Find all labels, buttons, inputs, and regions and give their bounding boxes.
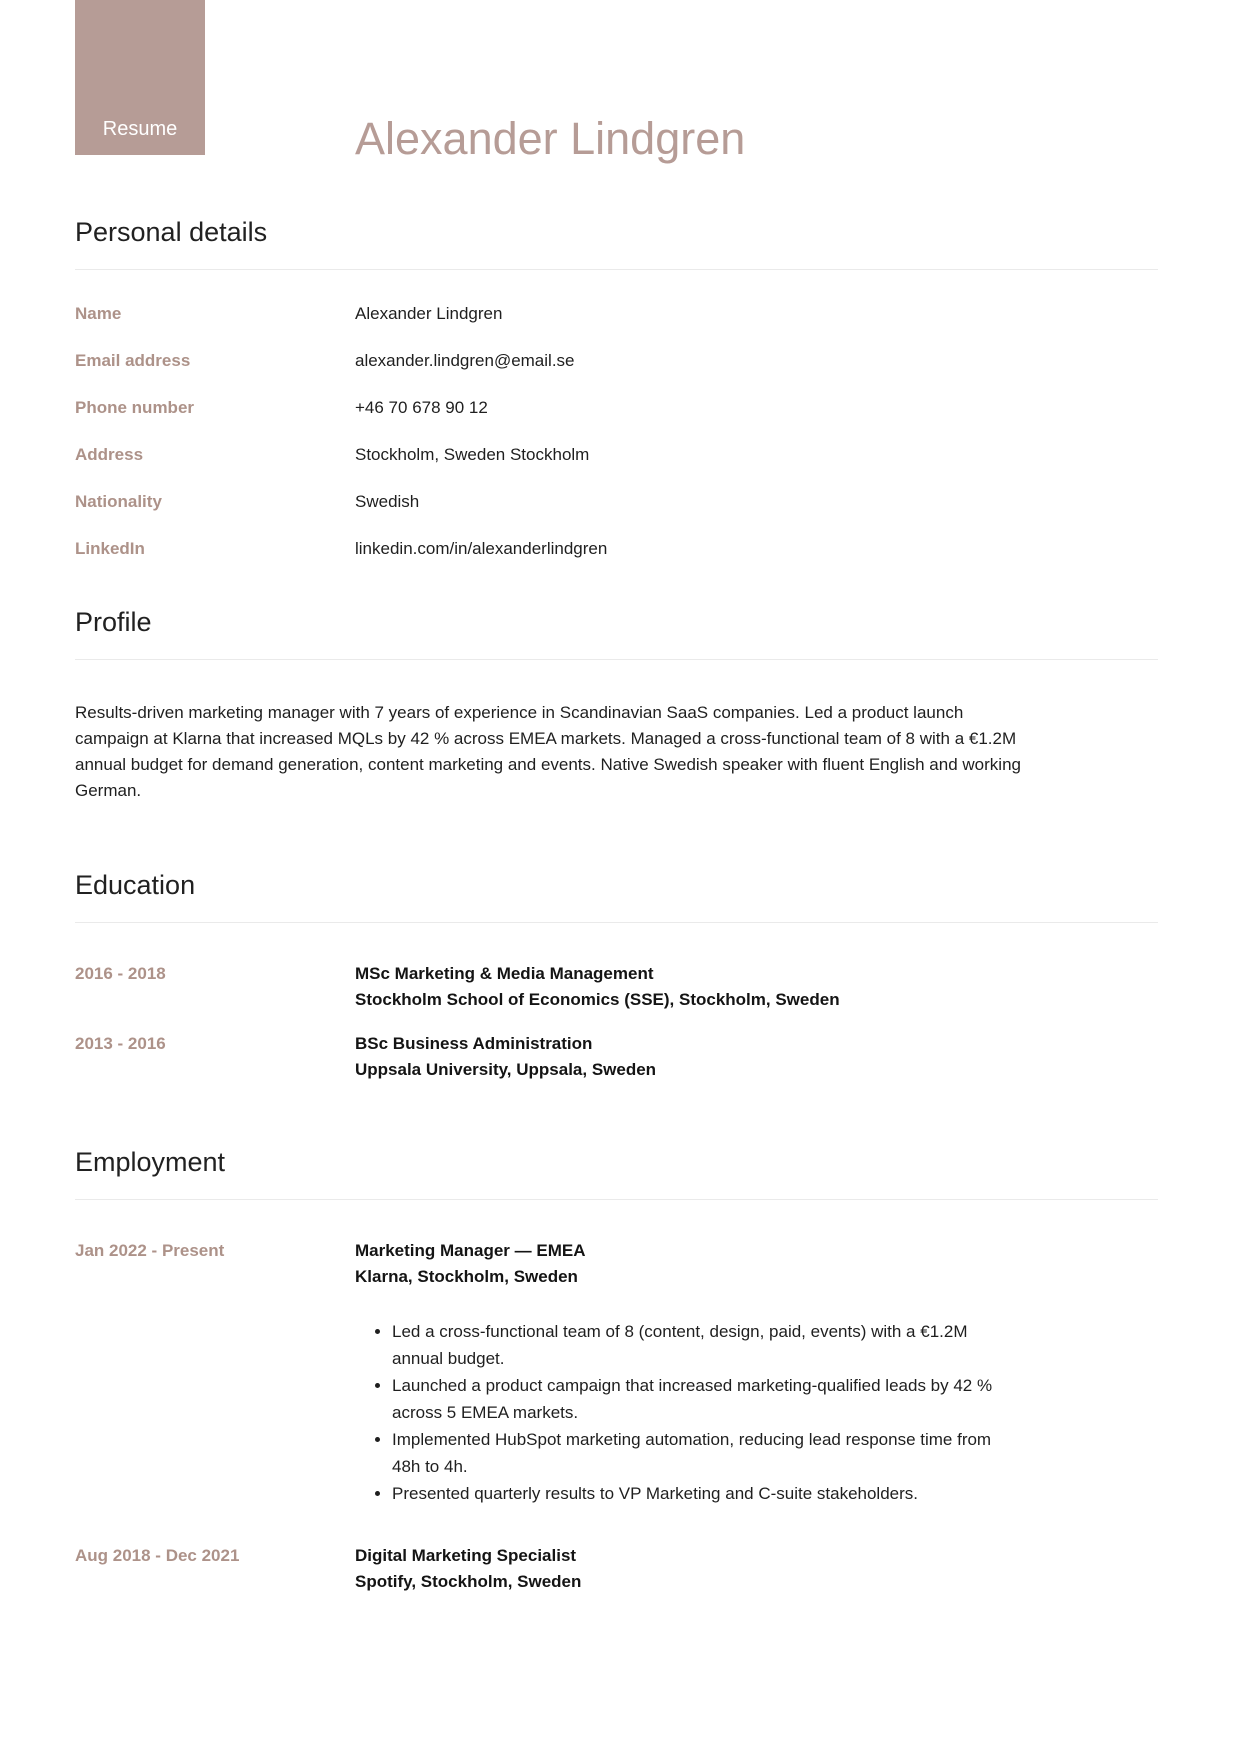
detail-label: Phone number <box>75 398 195 417</box>
entry-company: Spotify, Stockholm, Sweden <box>355 1572 582 1591</box>
bullet-item: • Launched a product campaign that increased marketing-qualified leads by 42 % across 5 EMEA markets. <box>392 1372 1000 1426</box>
entry-period: Aug 2018 - Dec 2021 <box>75 1546 240 1565</box>
personal-details-heading: Personal details <box>75 217 268 247</box>
entry-details <box>355 961 1158 1013</box>
entry-institution: Uppsala University, Uppsala, Sweden <box>355 1060 657 1079</box>
detail-row-name <box>75 303 1158 324</box>
section-divider <box>75 659 1158 660</box>
detail-value: Swedish <box>355 492 420 511</box>
entry-period: 2013 - 2016 <box>75 1034 166 1053</box>
section-profile <box>75 607 1158 804</box>
profile-text: Results-driven marketing manager with 7 years of experience in Scandinavian SaaS companies. Led a product launch campaign at Klarna that increased MQLs by 42 % across EMEA markets. Managed a cross-functional team of 8 with a €1.2M annual budget for demand generation, content marketing and events. Native Swedish speaker with fluent English and working German. <box>75 703 1021 800</box>
personal-details-rows <box>75 303 1158 559</box>
employment-entry <box>75 1238 1158 1509</box>
bullet-item: • Implemented HubSpot marketing automation, reducing lead response time from 48h to 4h. <box>392 1426 1000 1480</box>
employment-entries <box>75 1238 1158 1595</box>
bullet-item: • Presented quarterly results to VP Marketing and C-suite stakeholders. <box>392 1480 1000 1507</box>
detail-row-linkedin <box>75 538 1158 559</box>
detail-value: +46 70 678 90 12 <box>355 398 488 417</box>
education-entry <box>75 1031 1158 1083</box>
resume-badge-label: Resume <box>102 118 178 140</box>
detail-value: alexander.lindgren@email.se <box>355 351 575 370</box>
detail-label: Name <box>75 304 122 323</box>
entry-degree: BSc Business Administration <box>355 1034 593 1053</box>
detail-label: LinkedIn <box>75 539 145 558</box>
detail-value: linkedin.com/in/alexanderlindgren <box>355 539 608 558</box>
education-heading: Education <box>75 870 196 900</box>
header <box>75 0 1158 164</box>
detail-row-phone <box>75 397 1158 418</box>
detail-value: Alexander Lindgren <box>355 304 503 323</box>
employment-entry <box>75 1543 1158 1595</box>
entry-details <box>355 1031 1158 1083</box>
entry-degree: MSc Marketing & Media Management <box>355 964 654 983</box>
page-title: Alexander Lindgren <box>355 113 746 164</box>
entry-period: Jan 2022 - Present <box>75 1241 225 1260</box>
entry-details <box>355 1238 1158 1509</box>
detail-label: Email address <box>75 351 191 370</box>
section-divider <box>75 922 1158 923</box>
education-entry <box>75 961 1158 1013</box>
section-education <box>75 870 1158 1083</box>
detail-row-address <box>75 444 1158 465</box>
entry-company: Klarna, Stockholm, Sweden <box>355 1267 578 1286</box>
detail-label: Address <box>75 445 144 464</box>
entry-role: Marketing Manager — EMEA <box>355 1241 586 1260</box>
education-entries <box>75 961 1158 1083</box>
entry-role: Digital Marketing Specialist <box>355 1546 577 1565</box>
detail-row-nationality <box>75 491 1158 512</box>
detail-label: Nationality <box>75 492 162 511</box>
section-employment <box>75 1147 1158 1595</box>
employment-heading: Employment <box>75 1147 226 1177</box>
profile-heading: Profile <box>75 607 152 637</box>
resume-badge <box>75 0 205 155</box>
detail-row-email <box>75 350 1158 371</box>
achievement-list <box>355 1318 1000 1507</box>
section-divider <box>75 269 1158 270</box>
entry-institution: Stockholm School of Economics (SSE), Stockholm, Sweden <box>355 990 840 1009</box>
detail-value: Stockholm, Sweden Stockholm <box>355 445 590 464</box>
section-divider <box>75 1199 1158 1200</box>
entry-details <box>355 1543 1158 1595</box>
bullet-item: • Led a cross-functional team of 8 (content, design, paid, events) with a €1.2M annual budget. <box>392 1318 1000 1372</box>
section-personal-details <box>75 217 1158 559</box>
entry-period: 2016 - 2018 <box>75 964 166 983</box>
